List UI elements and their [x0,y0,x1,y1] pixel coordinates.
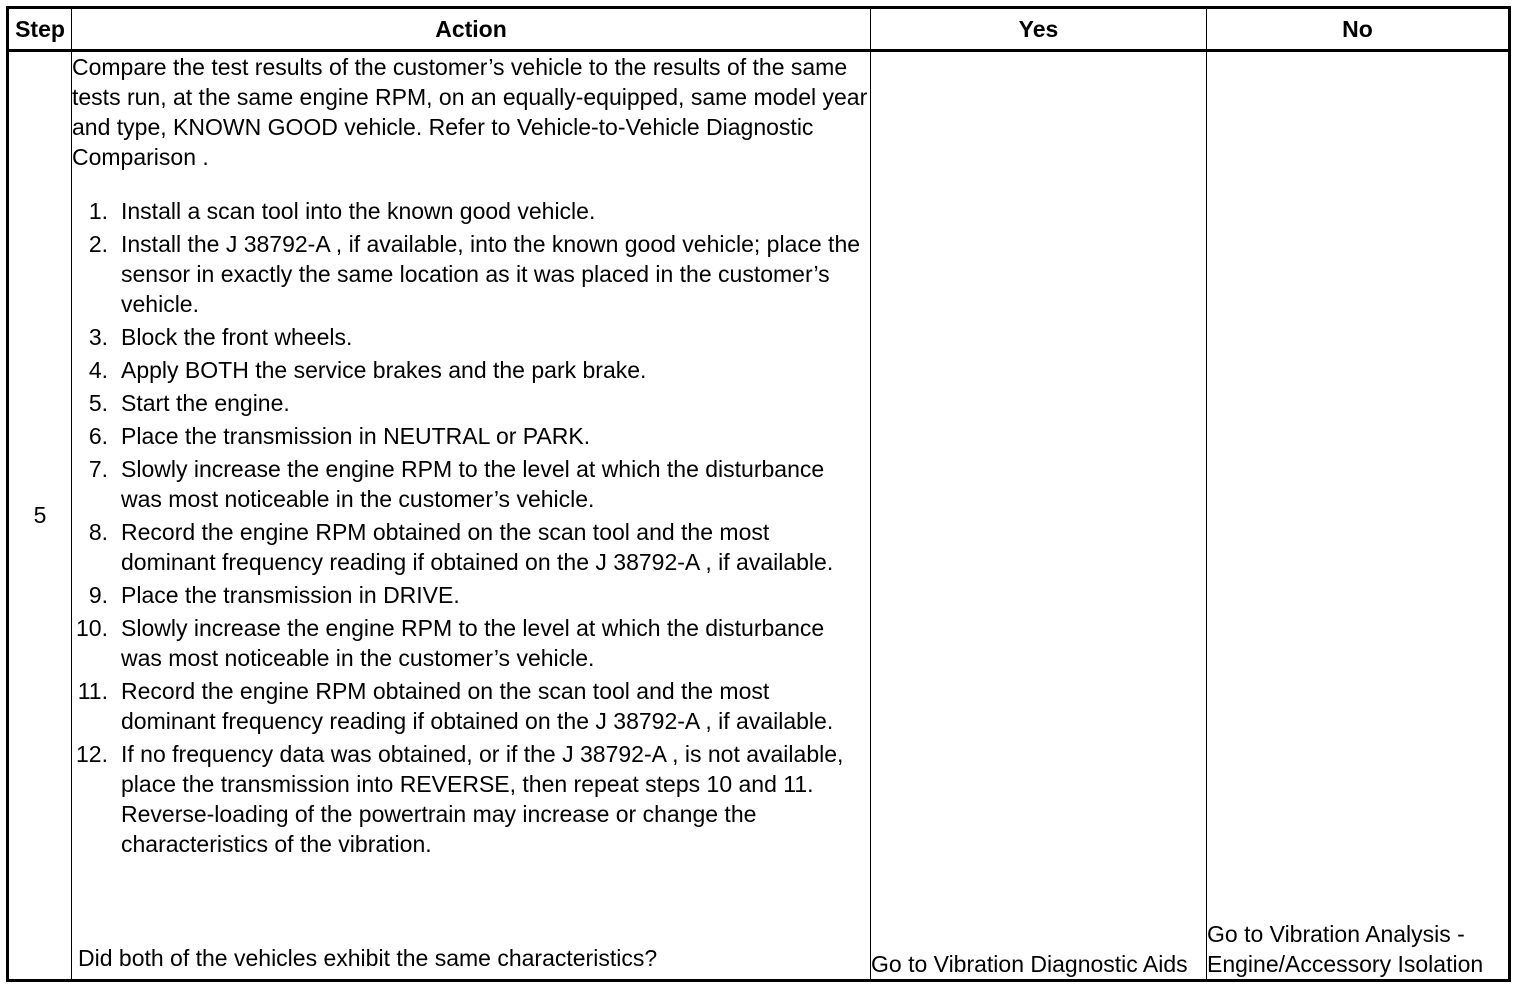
procedure-step-text: If no frequency data was obtained, or if the J 38792-A , is not available, place the transmission into REVERSE, then repeat steps 10 and 11. Reverse-loading of the powertrain may increase or change the characteristics of the vibration. [121,741,844,857]
procedure-step [72,613,870,673]
procedure-step-number: 11. [77,678,108,704]
procedure-step-text: Install the J 38792-A , if available, into the known good vehicle; place the sensor in exactly the same location as it was placed in the customer’s vehicle. [121,231,861,317]
procedure-step-text: Record the engine RPM obtained on the scan tool and the most dominant frequency reading if obtained on the J 38792-A , if available. [121,519,834,575]
procedure-step [72,322,870,352]
procedure-step [72,388,870,418]
procedure-step-number: 3. [88,324,108,350]
procedure-step [72,421,870,451]
step-number: 5 [8,51,72,981]
header-row [8,8,1510,51]
procedure-step [72,355,870,385]
procedure-step-text: Install a scan tool into the known good vehicle. [121,198,596,224]
procedure-step-number: 7. [88,456,108,482]
procedure-step-number: 4. [88,357,108,383]
procedure-step-number: 5. [88,390,108,416]
procedure-step [72,580,870,610]
procedure-step-text: Place the transmission in NEUTRAL or PARK. [121,423,591,449]
procedure-step-number: 2. [88,231,108,257]
procedure-step-number: 6. [88,423,108,449]
procedure-step-number: 12. [76,741,108,767]
header-yes: Yes [871,8,1207,51]
action-cell [72,51,871,981]
procedure-step-number: 9. [88,582,108,608]
procedure-step-text: Slowly increase the engine RPM to the level at which the disturbance was most noticeable in the customer’s vehicle. [121,615,825,671]
procedure-step-text: Apply BOTH the service brakes and the park brake. [121,357,647,383]
header-no: No [1207,8,1510,51]
procedure-step-text: Block the front wheels. [121,324,353,350]
table-row [8,51,1510,981]
procedure-step [72,229,870,319]
procedure-step-text: Place the transmission in DRIVE. [121,582,460,608]
procedure-step-number: 1. [88,198,108,224]
yes-cell[interactable]: Go to Vibration Diagnostic Aids [871,51,1207,981]
procedure-list [72,196,870,859]
diagnostic-table [6,6,1511,982]
procedure-step-number: 10. [76,615,108,641]
procedure-step [72,196,870,226]
procedure-step-text: Record the engine RPM obtained on the scan tool and the most dominant frequency reading if obtained on the J 38792-A , if available. [121,678,834,734]
procedure-step [72,676,870,736]
procedure-step [72,739,870,859]
header-step: Step [8,8,72,51]
no-cell[interactable]: Go to Vibration Analysis - Engine/Accessory Isolation [1207,51,1510,981]
action-intro: Compare the test results of the customer’s vehicle to the results of the same tests run, at the same engine RPM, on an equally-equipped, same model year and type, KNOWN GOOD vehicle. Refer to Vehicle-to-Vehicle Diagnostic Comparison . [72,54,868,170]
action-question: Did both of the vehicles exhibit the same characteristics? [78,945,658,971]
procedure-step [72,517,870,577]
procedure-step [72,454,870,514]
procedure-step-text: Slowly increase the engine RPM to the level at which the disturbance was most noticeable in the customer’s vehicle. [121,456,825,512]
procedure-step-text: Start the engine. [121,390,290,416]
header-action: Action [72,8,871,51]
procedure-step-number: 8. [88,519,108,545]
